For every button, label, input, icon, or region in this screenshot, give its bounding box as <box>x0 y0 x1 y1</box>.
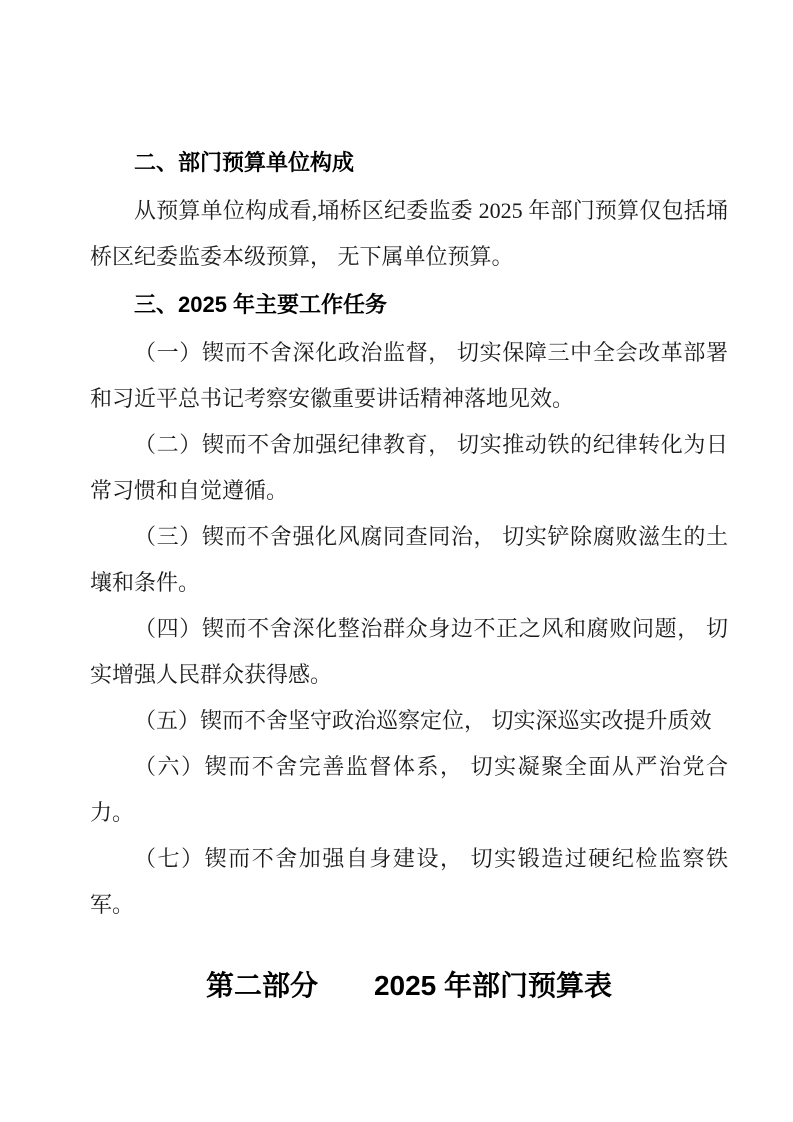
para-task-7-self-construction: （七）锲而不舍加强自身建设， 切实锻造过硬纪检监察铁军。 <box>90 846 728 917</box>
part-2-title-budget-tables: 第二部分 2025 年部门预算表 <box>205 970 613 1001</box>
para-task-6-supervision-system: （六）锲而不舍完善监督体系， 切实凝聚全面从严治党合力。 <box>90 754 728 825</box>
para-task-4-rectify-misconduct: （四）锲而不舍深化整治群众身边不正之风和腐败问题， 切实增强人民群众获得感。 <box>90 616 728 687</box>
para-budget-unit-composition: 从预算单位构成看,埇桥区纪委监委 2025 年部门预算仅包括埇桥区纪委监委本级预算， 无下属单位预算。 <box>90 198 728 269</box>
para-task-2-discipline-education: （二）锲而不舍加强纪律教育， 切实推动铁的纪律转化为日常习惯和自觉遵循。 <box>90 432 728 503</box>
document-body <box>90 138 728 1006</box>
heading-section-3-main-tasks-2025: 三、2025 年主要工作任务 <box>134 292 388 317</box>
heading-section-2-budget-unit-composition: 二、部门预算单位构成 <box>134 150 355 175</box>
para-task-3-corruption-investigation: （三）锲而不舍强化风腐同查同治， 切实铲除腐败滋生的土壤和条件。 <box>90 524 728 595</box>
para-task-1-political-supervision: （一）锲而不舍深化政治监督， 切实保障三中全会改革部署和习近平总书记考察安徽重要讲话精神落地见效。 <box>90 340 728 411</box>
para-task-5-political-inspection: （五）锲而不舍坚守政治巡察定位， 切实深巡实改提升质效 <box>134 708 712 733</box>
